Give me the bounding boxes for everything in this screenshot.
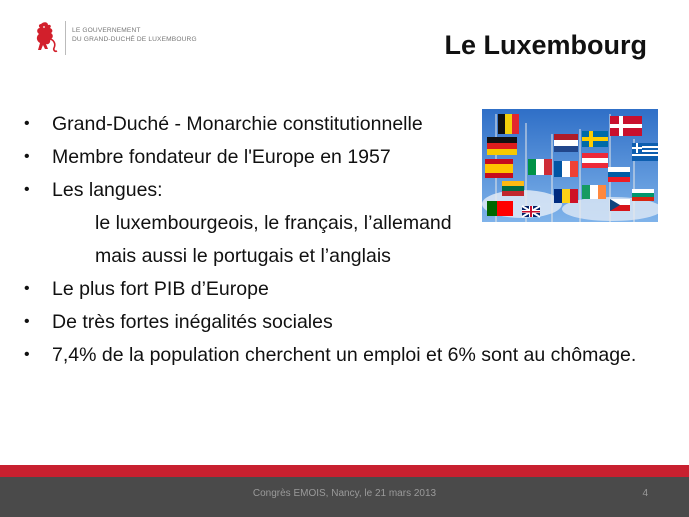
- bullet-dot: •: [24, 181, 30, 198]
- page-number: 4: [642, 488, 648, 499]
- slide-footer: [0, 477, 689, 517]
- logo-line-1: LE GOUVERNEMENT: [72, 27, 141, 34]
- slide-title: Le Luxembourg: [444, 30, 647, 60]
- bullet-dot: •: [24, 148, 30, 165]
- bullet-item: [24, 179, 656, 201]
- bullet-item: [24, 278, 656, 300]
- sub-line-languages-1: le luxembourgeois, le français, l’allemand: [95, 212, 452, 234]
- bullet-item: [24, 146, 656, 168]
- footer-text: Congrès EMOIS, Nancy, le 21 mars 2013: [252, 488, 437, 499]
- logo-line-2: DU GRAND-DUCHÉ DE LUXEMBOURG: [72, 36, 197, 43]
- bullet-text: Le plus fort PIB d’Europe: [52, 278, 269, 300]
- bullet-dot: •: [24, 280, 30, 297]
- bullet-item: [24, 311, 656, 333]
- logo-text: [72, 26, 197, 44]
- bullet-text: De très fortes inégalités sociales: [52, 311, 333, 333]
- slide-content: [24, 113, 656, 377]
- bullet-text: Membre fondateur de l'Europe en 1957: [52, 146, 391, 168]
- red-lion-icon: [33, 20, 59, 54]
- government-logo: [33, 18, 233, 62]
- bullet-text: Grand-Duché - Monarchie constitutionnelle: [52, 113, 423, 135]
- sub-line-languages-2: mais aussi le portugais et l’anglais: [95, 245, 391, 267]
- bullet-dot: •: [24, 115, 30, 132]
- footer-red-stripe: [0, 465, 689, 477]
- bullet-dot: •: [24, 346, 30, 363]
- bullet-text: Les langues:: [52, 179, 163, 201]
- bullet-text: 7,4% de la population cherchent un emploi et 6% sont au chômage.: [52, 344, 637, 366]
- bullet-item: [24, 113, 656, 135]
- logo-separator: [65, 21, 66, 55]
- bullet-dot: •: [24, 313, 30, 330]
- bullet-item: [24, 344, 656, 366]
